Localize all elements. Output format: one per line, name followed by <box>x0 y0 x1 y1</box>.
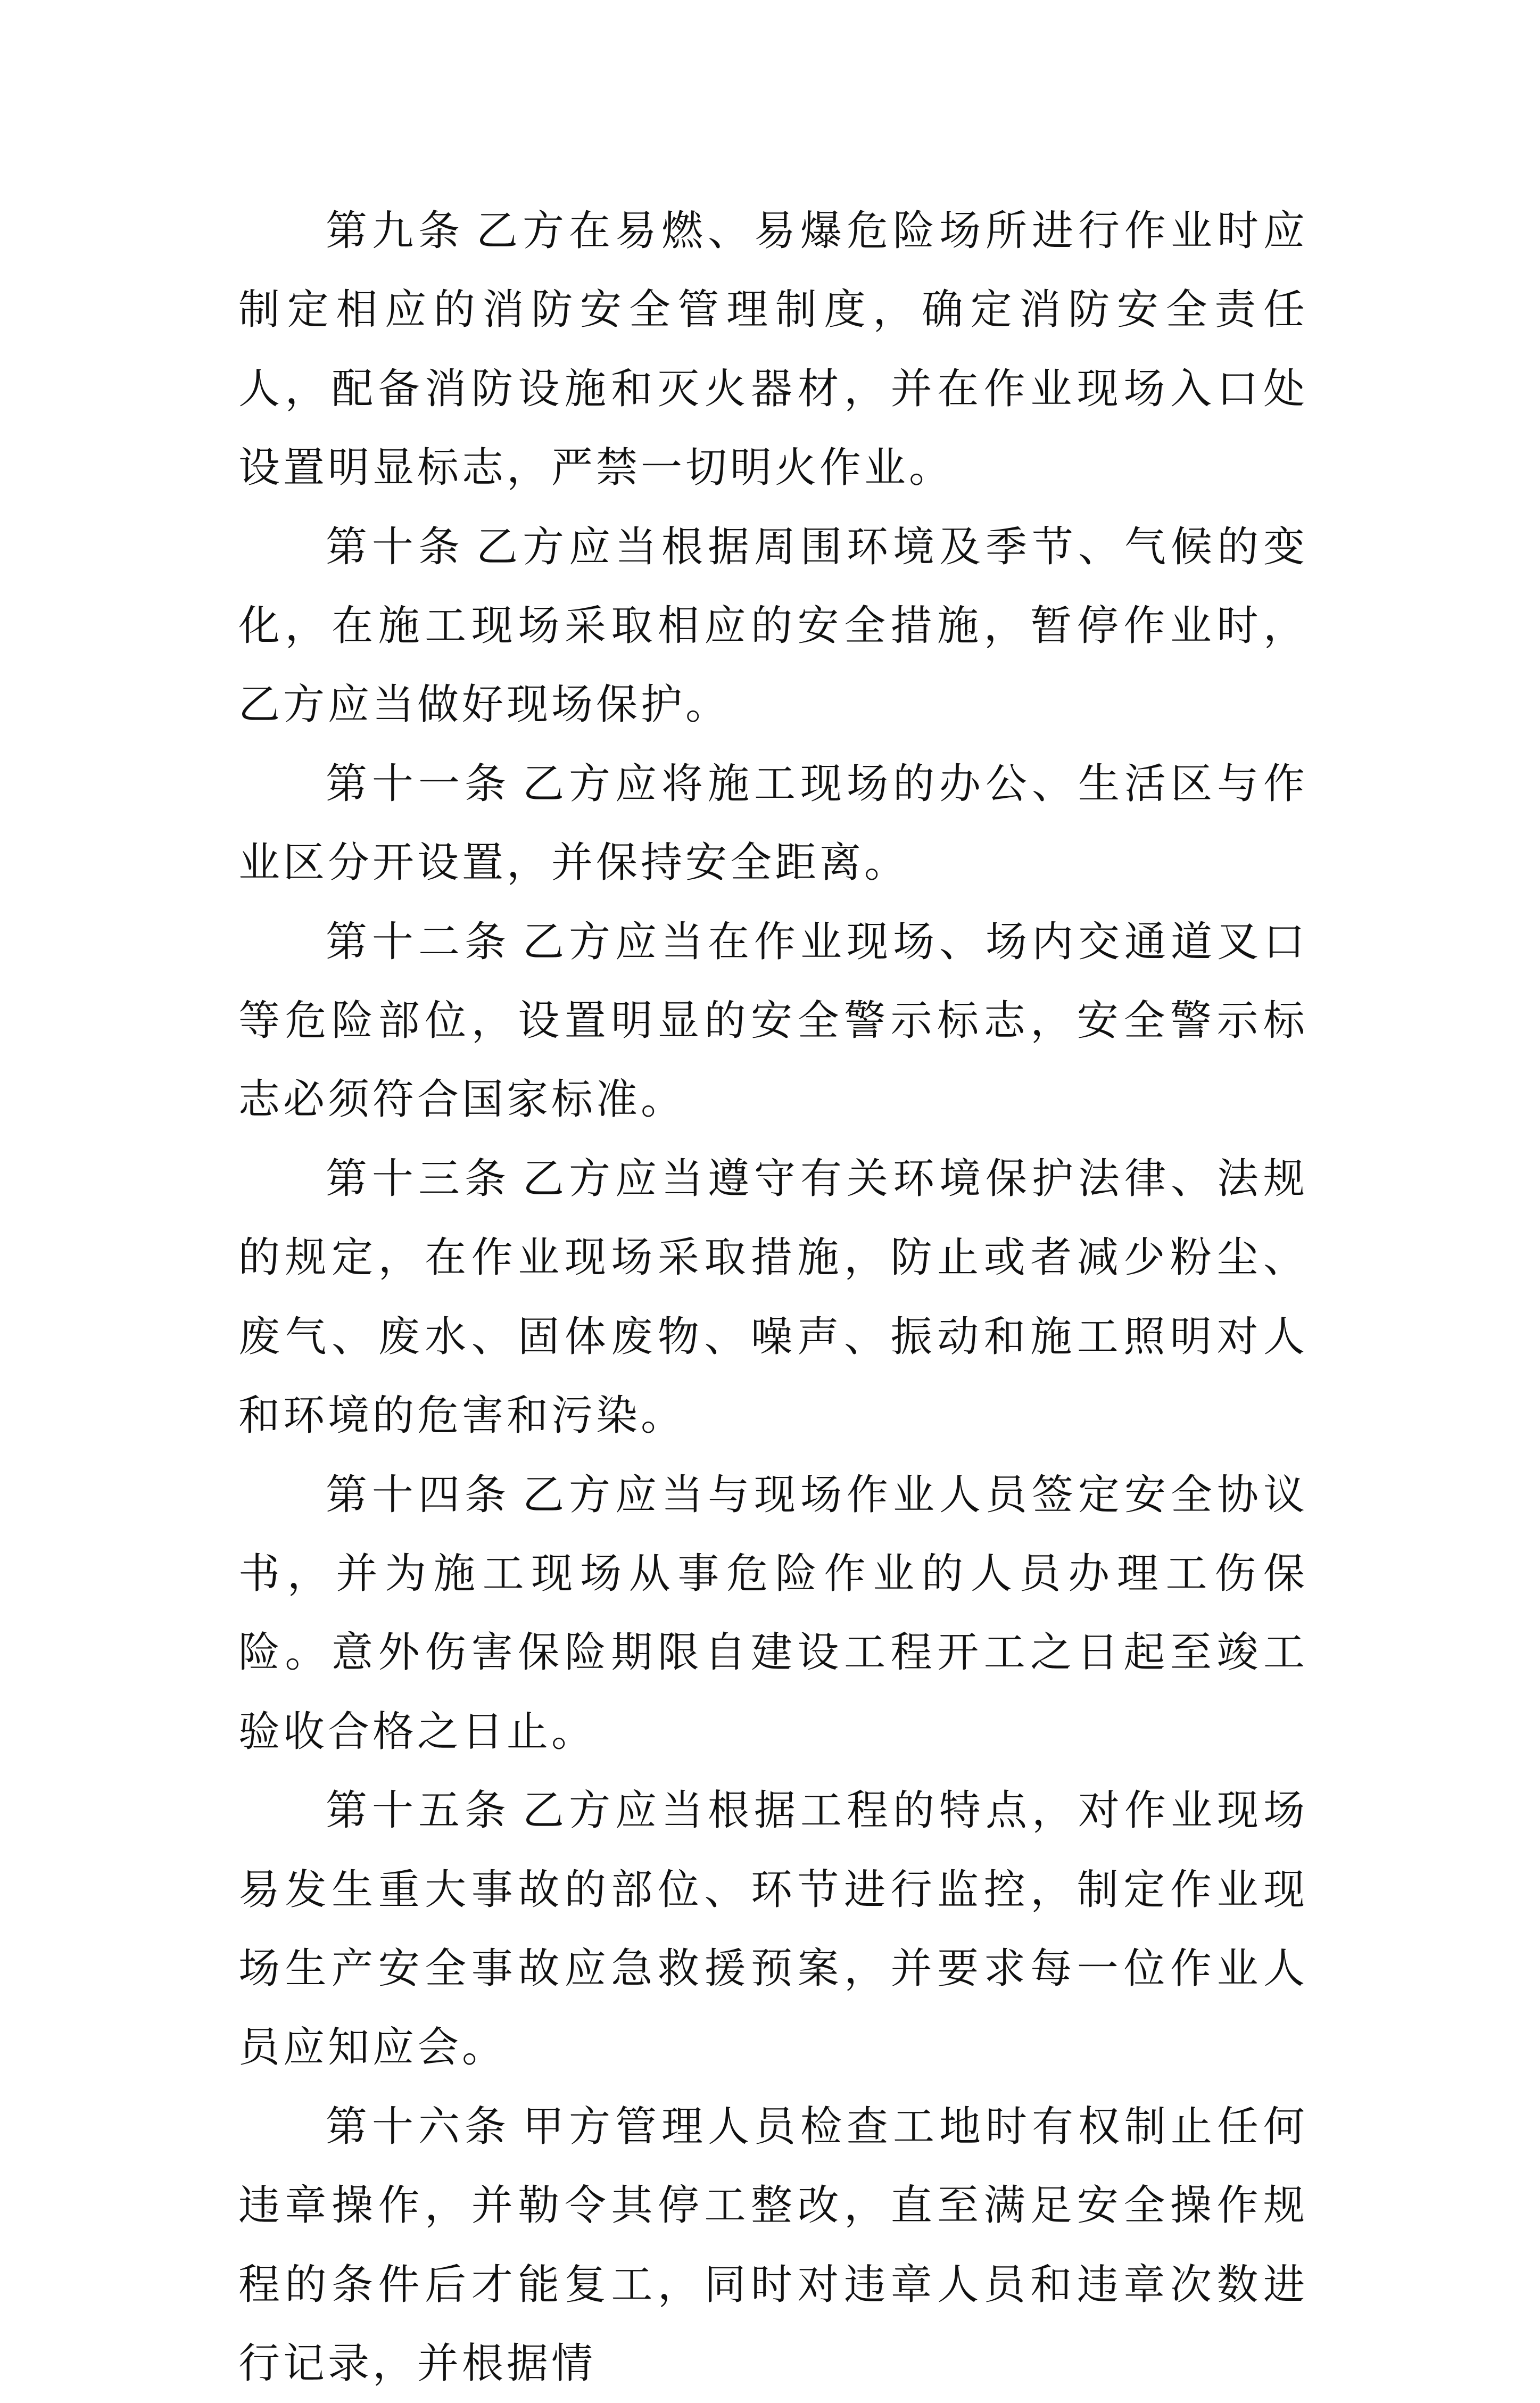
article-10 <box>238 508 1308 745</box>
article-number: 第十二条 <box>326 918 511 966</box>
article-text: 甲方管理人员检查工地时有权制止任何违章操作，并勒令其停工整改，直至满足安全操作规程的条件后才能复工，同时对违章人员和违章次数进行记录，并根据情 <box>238 2102 1308 2388</box>
article-number: 第十五条 <box>326 1787 511 1835</box>
article-11 <box>238 745 1308 903</box>
article-9 <box>238 192 1308 508</box>
article-text: 乙方应当在作业现场、场内交通道叉口等危险部位，设置明显的安全警示标志，安全警示标志必须符合国家标准。 <box>238 918 1308 1124</box>
document-body <box>238 192 1308 2403</box>
article-16 <box>238 2087 1308 2403</box>
article-12 <box>238 903 1308 1139</box>
article-text: 乙方应当遵守有关环境保护法律、法规的规定，在作业现场采取措施，防止或者减少粉尘、废气、废水、固体废物、噪声、振动和施工照明对人和环境的危害和污染。 <box>238 1154 1308 1440</box>
article-15 <box>238 1771 1308 2087</box>
article-text: 乙方应将施工现场的办公、生活区与作业区分开设置，并保持安全距离。 <box>238 759 1308 887</box>
article-text: 乙方在易燃、易爆危险场所进行作业时应制定相应的消防安全管理制度，确定消防安全责任人，配备消防设施和灭火器材，并在作业现场入口处设置明显标志，严禁一切明火作业。 <box>238 207 1308 492</box>
article-text: 乙方应当根据工程的特点，对作业现场易发生重大事故的部位、环节进行监控，制定作业现场生产安全事故应急救援预案，并要求每一位作业人员应知应会。 <box>238 1787 1308 2072</box>
article-number: 第九条 <box>326 207 465 255</box>
article-text: 乙方应当与现场作业人员签定安全协议书，并为施工现场从事危险作业的人员办理工伤保险。意外伤害保险期限自建设工程开工之日起至竣工验收合格之日止。 <box>238 1471 1308 1756</box>
article-text: 乙方应当根据周围环境及季节、气候的变化，在施工现场采取相应的安全措施，暂停作业时，乙方应当做好现场保护。 <box>238 523 1308 729</box>
article-number: 第十条 <box>326 523 465 571</box>
article-number: 第十三条 <box>326 1154 511 1203</box>
article-14 <box>238 1456 1308 1772</box>
article-number: 第十四条 <box>326 1471 511 1519</box>
article-number: 第十六条 <box>326 2102 511 2151</box>
article-13 <box>238 1139 1308 1456</box>
article-number: 第十一条 <box>326 759 511 808</box>
